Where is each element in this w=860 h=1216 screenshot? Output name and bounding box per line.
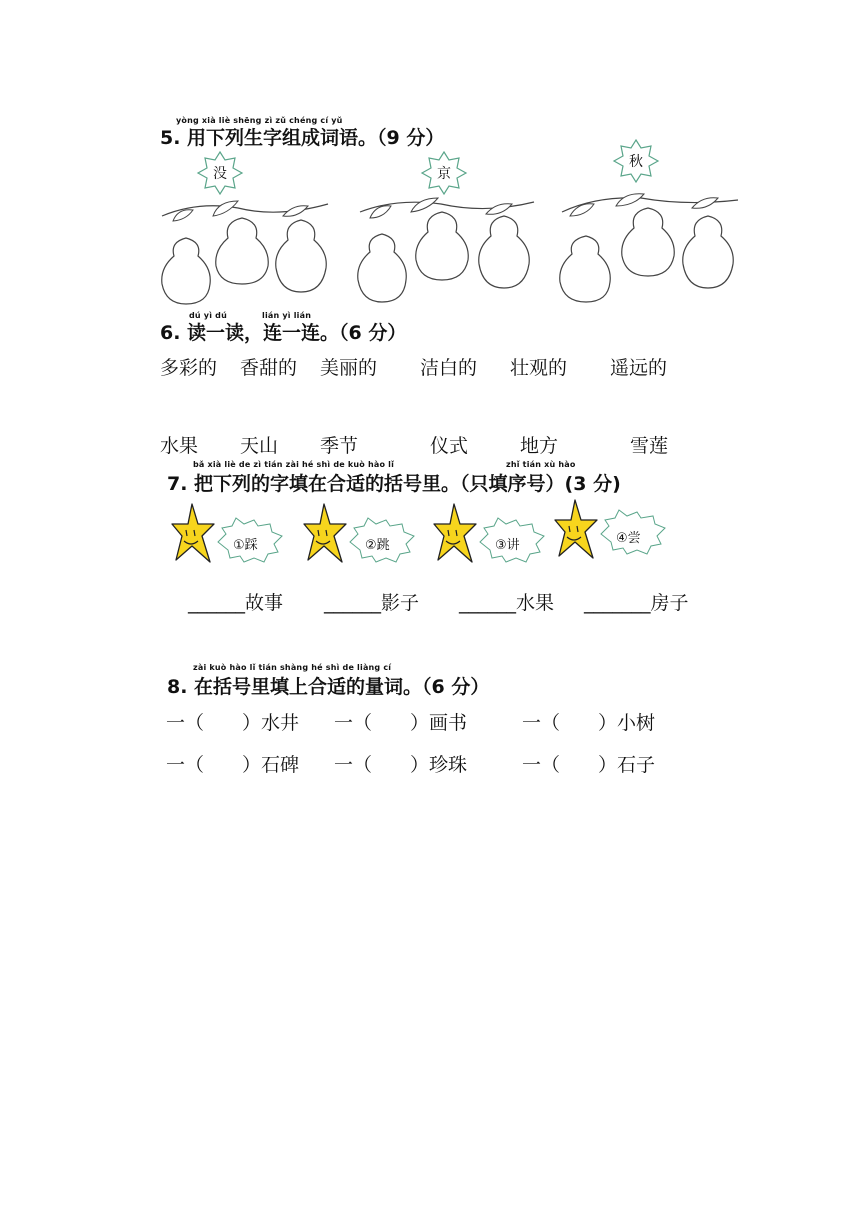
q7-option-3: [432, 500, 557, 570]
gourd-group-3: [556, 136, 746, 306]
q5-title: 5. 用下列生字组成词语。（9 分）: [160, 127, 445, 149]
gourd-vine-icon: [356, 146, 546, 306]
q6-pinyin-a: dú yì dú: [189, 311, 227, 320]
q8-title: 8. 在括号里填上合适的量词。（6 分）: [167, 676, 490, 698]
q8-measure-item[interactable]: 一（ ）水井: [166, 712, 300, 734]
q7-option-1: [170, 500, 295, 570]
q7-title: 7. 把下列的字填在合适的括号里。（只填序号）(3 分): [167, 473, 621, 495]
gourd-char-2: 京: [437, 166, 451, 182]
q8-measure-item[interactable]: 一（ ）石子: [522, 754, 656, 776]
q6-top-word[interactable]: 遥远的: [610, 357, 668, 379]
q5-pinyin: yòng xià liè shēng zì zǔ chéng cí yǔ: [176, 116, 343, 125]
gourd-group-2: [356, 146, 546, 306]
q6-title: 6. 读一读，连一连。（6 分）: [160, 322, 407, 344]
q7-blank-item[interactable]: ______影子: [324, 592, 420, 614]
q6-bottom-word[interactable]: 地方: [520, 435, 559, 457]
q6-bottom-word[interactable]: 仪式: [430, 435, 469, 457]
q8-measure-item[interactable]: 一（ ）画书: [334, 712, 468, 734]
q6-top-word[interactable]: 香甜的: [240, 357, 298, 379]
q8-measure-item[interactable]: 一（ ）石碑: [166, 754, 300, 776]
q7-pinyin-b: zhǐ tián xù hào: [506, 460, 576, 469]
q6-bottom-word[interactable]: 天山: [240, 435, 279, 457]
q7-blank-item[interactable]: ______故事: [188, 592, 284, 614]
q7-option-label: ①踩: [233, 538, 258, 553]
q6-top-word[interactable]: 美丽的: [320, 357, 378, 379]
gourd-char-3: 秋: [629, 154, 643, 170]
q7-blank-item[interactable]: ______水果: [459, 592, 555, 614]
q7-option-4: [553, 496, 678, 566]
q8-measure-item[interactable]: 一（ ）珍珠: [334, 754, 468, 776]
q6-bottom-word[interactable]: 雪莲: [630, 435, 669, 457]
q6-bottom-word[interactable]: 水果: [160, 435, 199, 457]
q6-top-word[interactable]: 洁白的: [420, 357, 478, 379]
q6-pinyin-b: lián yì lián: [262, 311, 312, 320]
q6-top-word[interactable]: 壮观的: [510, 357, 568, 379]
q6-top-word[interactable]: 多彩的: [160, 357, 218, 379]
q7-option-label: ③讲: [495, 538, 520, 553]
gourd-vine-icon: [556, 136, 746, 306]
q8-measure-item[interactable]: 一（ ）小树: [522, 712, 656, 734]
gourd-char-1: 没: [213, 166, 227, 182]
q8-pinyin: zài kuò hào lǐ tián shàng hé shì de liàng cí: [193, 663, 392, 672]
gourd-vine-icon: [158, 146, 348, 306]
q7-option-label: ②跳: [365, 538, 390, 553]
q7-pinyin-a: bǎ xià liè de zì tián zài hé shì de kuò hào lǐ: [193, 460, 395, 469]
q7-blank-item[interactable]: _______房子: [584, 592, 689, 614]
q6-bottom-word[interactable]: 季节: [320, 435, 359, 457]
q7-option-label: ④尝: [616, 531, 641, 546]
gourd-group-1: [158, 146, 348, 306]
q7-option-2: [302, 500, 427, 570]
